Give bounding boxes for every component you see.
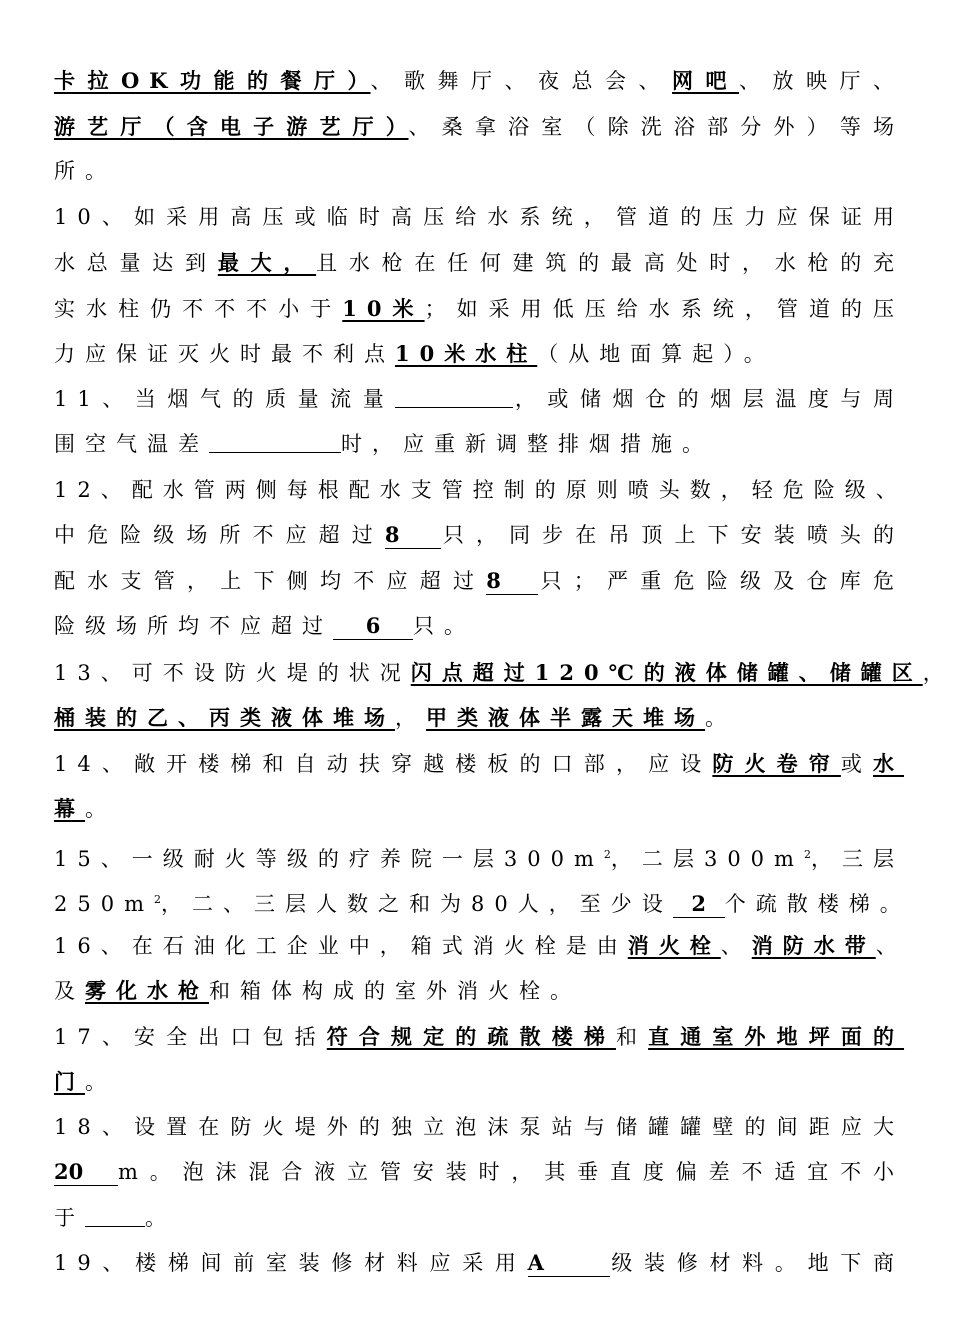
text: 只；严重危险级及仓库危 — [538, 568, 904, 593]
q12-line-1: 12、配水管两侧每根配水支管控制的原则喷头数，轻危险级、 — [54, 477, 907, 502]
text: 时，应重新调整排烟措施。 — [341, 432, 713, 456]
q13-line-1 — [54, 650, 954, 696]
text: ， — [922, 660, 954, 685]
answer-max: 最大， — [217, 250, 317, 275]
text: ，二、三层人数之和为80人，至少设 — [161, 892, 673, 916]
q10-line-1: 10、如采用高压或临时高压给水系统，管道的压力应保证用 — [54, 204, 904, 229]
text: 、放映厅、 — [739, 69, 905, 93]
text: ，或储烟仓的烟层温度与周 — [513, 386, 904, 411]
q17-line-1 — [54, 1014, 904, 1060]
answer-karaoke-restaurant: 卡拉OK功能的餐厅） — [54, 68, 371, 93]
q18-line-3 — [54, 1196, 904, 1242]
answer-fire-hose: 消防水带 — [751, 932, 876, 958]
text: 险级场所均不应超过 — [54, 614, 333, 638]
text: 16、在石油化工企业中，箱式消火栓是由 — [54, 933, 628, 958]
answer-exterior-door: 直通室外地坪面的 — [648, 1023, 905, 1049]
q10-line-2 — [54, 240, 904, 286]
text: ，二层300m — [610, 846, 804, 871]
q9-line-2 — [54, 104, 904, 150]
text: 只。 — [413, 614, 475, 638]
answer-8: 8 — [385, 522, 441, 549]
text: m。泡沫混合液立管安装时，其垂直度偏差不适宜不小 — [118, 1160, 904, 1184]
text: 或 — [840, 751, 874, 776]
answer-6: 6 — [333, 613, 413, 640]
text: （从地面算起）。 — [537, 342, 775, 366]
answer-10m-water-column: 10米水柱 — [395, 341, 538, 366]
text: 只，同步在吊顶上下安装喷头的 — [440, 523, 905, 547]
q9-line-1 — [54, 58, 904, 104]
answer-internet-cafe: 网吧 — [672, 68, 740, 93]
answer-blank — [395, 387, 513, 408]
answer-water-curtain-cont: 幕 — [54, 796, 85, 821]
answer-A: A — [528, 1250, 610, 1277]
text: 19、楼梯间前室装修材料应采用 — [54, 1251, 528, 1275]
text: 及 — [54, 979, 85, 1003]
text: 力应保证灭火时最不利点 — [54, 342, 395, 366]
text: 、 — [720, 933, 752, 958]
q18-line-1: 18、设置在防火堤外的独立泡沫泵站与储罐罐壁的间距应大 — [54, 1114, 904, 1139]
answer-10m: 10米 — [342, 295, 425, 321]
answer-exterior-door-cont: 门 — [54, 1069, 85, 1094]
q15-line-2 — [54, 877, 911, 923]
text: 于 — [54, 1205, 85, 1230]
q16-line-2 — [54, 968, 904, 1014]
text: 且水枪在任何建筑的最高处时，水枪的充 — [316, 251, 905, 275]
answer-flashpoint-tanks: 闪点超过120℃的液体储罐、储罐区 — [410, 659, 923, 685]
answer-blank — [209, 432, 341, 453]
text: 、 — [875, 933, 907, 958]
text: 个疏散楼梯。 — [724, 892, 911, 916]
text: 。 — [85, 1070, 116, 1094]
q15-line-1 — [54, 832, 904, 878]
text: 。 — [145, 1205, 176, 1230]
q12-line-2 — [54, 513, 904, 559]
answer-evac-stairs: 符合规定的疏散楼梯 — [326, 1023, 616, 1049]
text: 250m — [54, 892, 154, 916]
text: 和箱体构成的室外消火栓。 — [209, 979, 581, 1003]
text: 。 — [705, 706, 736, 730]
superscript: 2 — [803, 847, 811, 861]
text: ；如采用低压给水系统，管道的压 — [424, 296, 905, 321]
text: 15、一级耐火等级的疗养院一层300m — [54, 846, 604, 871]
q12-line-4 — [54, 604, 904, 650]
answer-blank — [85, 1206, 145, 1227]
text: 14、敞开楼梯和自动扶穿越楼板的口部，应设 — [54, 751, 713, 776]
text: 中危险级场所不应超过 — [54, 523, 385, 547]
text: 11、当烟气的质量流量 — [54, 386, 396, 411]
q11-line-1 — [54, 377, 904, 423]
text: 配水支管，上下侧均不应超过 — [54, 568, 487, 593]
q12-line-3 — [54, 559, 904, 605]
text: ，三层 — [810, 846, 905, 871]
q19-line-1 — [54, 1241, 904, 1287]
answer-20: 20 — [54, 1159, 118, 1186]
text: 围空气温差 — [54, 432, 209, 456]
answer-8: 8 — [486, 568, 538, 595]
q11-line-2 — [54, 422, 904, 468]
text: 级装修材料。地下商 — [609, 1251, 904, 1275]
document-page — [54, 58, 954, 1287]
q9-line-3: 所。 — [54, 159, 116, 183]
q10-line-3 — [54, 286, 904, 332]
text: 和 — [615, 1024, 649, 1049]
q17-line-2 — [54, 1059, 904, 1105]
answer-barrel-yard: 桶装的乙、丙类液体堆场 — [54, 705, 395, 730]
text: 实水柱仍不不不小于 — [54, 296, 343, 321]
q18-line-2 — [54, 1150, 904, 1196]
answer-hydrant: 消火栓 — [627, 932, 721, 958]
q10-line-4 — [54, 331, 904, 377]
q14-line-1 — [54, 741, 904, 787]
text: 。 — [85, 797, 116, 821]
answer-water-curtain: 水 — [873, 750, 905, 776]
answer-game-hall: 游艺厅（含电子游艺厅） — [54, 113, 409, 139]
q14-line-2 — [54, 786, 904, 832]
superscript: 2 — [603, 847, 611, 861]
answer-semi-open-yard: 甲类液体半露天堆场 — [426, 705, 705, 730]
answer-fire-shutter: 防火卷帘 — [712, 750, 841, 776]
text: 13、可不设防火堤的状况 — [54, 660, 411, 685]
text: 17、安全出口包括 — [54, 1024, 327, 1049]
text: ， — [395, 706, 426, 730]
superscript: 2 — [154, 893, 161, 906]
q13-line-2 — [54, 695, 904, 741]
q16-line-1 — [54, 923, 907, 969]
answer-fog-nozzle: 雾化水枪 — [85, 978, 209, 1003]
text: 、桑拿浴室（除洗浴部分外）等场 — [408, 114, 905, 139]
text: 、歌舞厅、夜总会、 — [370, 69, 673, 93]
answer-2: 2 — [673, 891, 725, 918]
text: 水总量达到 — [54, 251, 218, 275]
